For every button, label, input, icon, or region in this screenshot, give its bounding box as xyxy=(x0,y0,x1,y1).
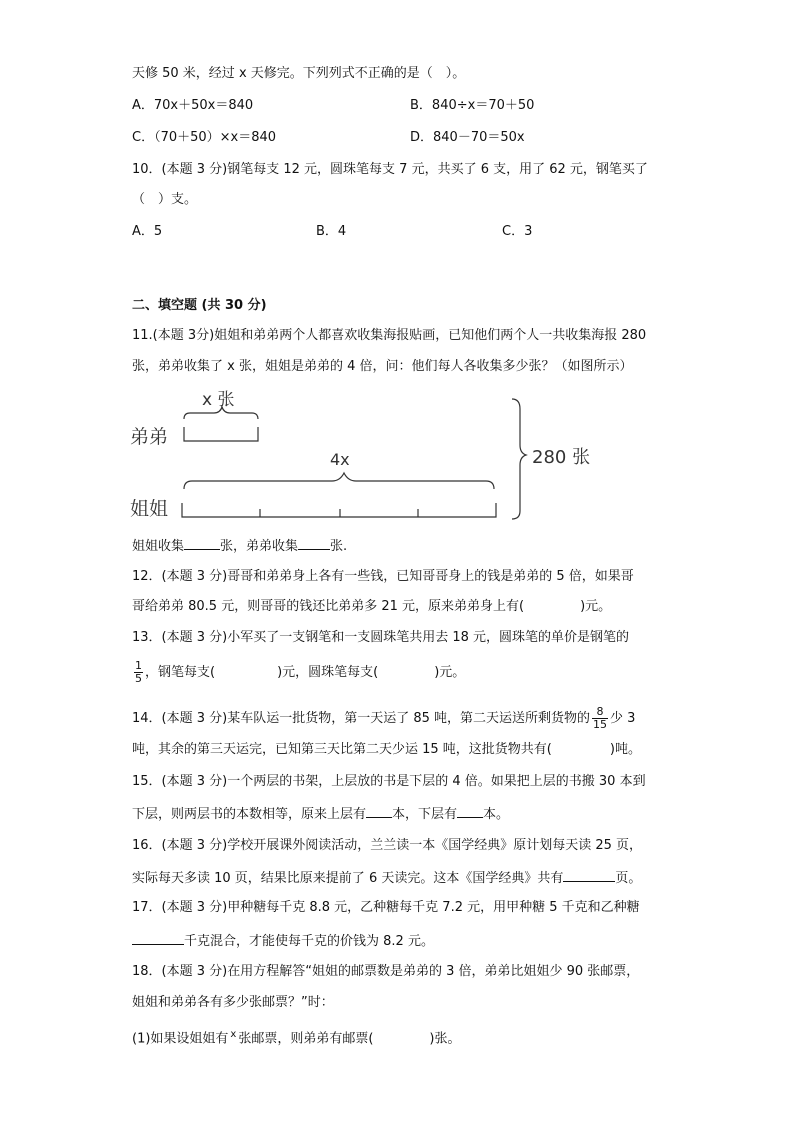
diagram-x-brace xyxy=(184,407,258,419)
q11-answer-text-c: 张. xyxy=(330,539,348,554)
q14-fraction: $\frac{8}{15}$ xyxy=(593,705,608,731)
q15-text-line2 xyxy=(132,803,509,825)
q14-text-line2 xyxy=(132,740,641,760)
diagram-sister-label: 姐姐 xyxy=(130,498,169,520)
q15-blank-upper[interactable] xyxy=(366,803,392,818)
q15-blank-lower[interactable] xyxy=(457,803,483,818)
q11-text-line1: 11.(本题 3分)姐姐和弟弟两个人都喜欢收集海报贴画，已知他们两个人一共收集海报 280 xyxy=(132,328,647,343)
section-2-title: 二、填空题 (共 30 分) xyxy=(132,298,267,313)
q13-text-b: )元，圆珠笔每支( xyxy=(277,665,379,680)
q12-text-line2 xyxy=(132,597,611,617)
q16-text-b: 页。 xyxy=(615,871,642,886)
q10-option-c[interactable]: C．3 xyxy=(502,224,533,239)
q16-blank[interactable] xyxy=(563,867,615,882)
q18-text-c: )张。 xyxy=(429,1031,461,1047)
q11-blank-brother[interactable] xyxy=(298,535,330,550)
q10-text-line1: 10．(本题 3 分)钢笔每支 12 元，圆珠笔每支 7 元，共买了 6 支，用了 62 元，钢笔买了 xyxy=(132,162,648,177)
q12-text-b: )元。 xyxy=(580,599,612,614)
q15-text-b: 本，下层有 xyxy=(392,807,458,822)
q9-option-c[interactable]: C．（70＋50）×x＝840 xyxy=(132,130,277,145)
diagram-brother-label: 弟弟 xyxy=(130,426,169,448)
q18-text-line3 xyxy=(132,1025,461,1049)
q11-segment-diagram xyxy=(126,385,606,525)
q11-answer-line xyxy=(132,535,347,557)
q11-text-line2: 张，弟弟收集了 x 张，姐姐是弟弟的 4 倍，问：他们每人各收集多少张？（如图所示） xyxy=(132,359,633,374)
q9-tail-text: 天修 50 米，经过 x 天修完。下列列式不正确的是（ ）。 xyxy=(132,66,466,81)
diagram-x-label: x 张 xyxy=(202,390,235,410)
q13-text-line1: 13．(本题 3 分)小军买了一支钢笔和一支圆珠笔共用去 18 元，圆珠笔的单价是钢笔的 xyxy=(132,630,630,645)
q18-text-a: (1)如果设姐姐有 xyxy=(132,1031,229,1047)
diagram-4x-brace xyxy=(184,473,494,489)
q16-text-line2 xyxy=(132,867,641,889)
q13-text-line2 xyxy=(132,658,465,688)
q17-text-a: 千克混合，才能使每千克的价钱为 8.2 元。 xyxy=(184,934,434,949)
q12-text-a: 哥给弟弟 80.5 元，则哥哥的钱还比弟弟多 21 元，原来弟弟身上有( xyxy=(132,599,525,614)
diagram-brother-segment xyxy=(184,427,258,441)
q15-text-c: 本。 xyxy=(483,807,510,822)
q18-text-b: 张邮票，则弟弟有邮票( xyxy=(238,1031,374,1047)
q14-text-d: )吨。 xyxy=(609,742,641,757)
q9-option-b[interactable]: B．840÷x＝70＋50 xyxy=(410,98,535,113)
diagram-total-label: 280 张 xyxy=(532,447,591,468)
q18-variable: x xyxy=(230,1029,237,1040)
q17-blank[interactable] xyxy=(132,930,184,945)
q14-text-b: 少 3 xyxy=(610,711,636,726)
q12-text-line1: 12．(本题 3 分)哥哥和弟弟身上各有一些钱，已知哥哥身上的钱是弟弟的 5 倍，如果哥 xyxy=(132,569,634,584)
diagram-total-brace xyxy=(512,399,526,519)
q10-text-line2: （ ）支。 xyxy=(132,192,198,207)
q17-text-line2 xyxy=(132,930,434,952)
q9-option-d[interactable]: D．840－70＝50x xyxy=(410,130,525,145)
q18-text-line2: 姐姐和弟弟各有多少张邮票？”时： xyxy=(132,995,334,1010)
q13-text-c: )元。 xyxy=(434,665,466,680)
q11-blank-sister[interactable] xyxy=(184,535,220,550)
q14-text-line1 xyxy=(132,704,635,734)
q14-text-c: 吨，其余的第三天运完，已知第三天比第二天少运 15 吨，这批货物共有( xyxy=(132,742,552,757)
q15-text-line1: 15．(本题 3 分)一个两层的书架，上层放的书是下层的 4 倍。如果把上层的书搬 30 本到 xyxy=(132,774,646,789)
q13-fraction: $\frac{1}{5}$ xyxy=(135,659,142,685)
q9-option-a[interactable]: A．70x＋50x＝840 xyxy=(132,98,254,113)
q13-text-a: ，钢笔每支( xyxy=(145,665,216,680)
q16-text-a: 实际每天多读 10 页，结果比原来提前了 6 天读完。这本《国学经典》共有 xyxy=(132,871,564,886)
q18-text-line1: 18．(本题 3 分)在用方程解答“姐姐的邮票数是弟弟的 3 倍，弟弟比姐姐少 90 张邮票， xyxy=(132,964,640,979)
q10-option-a[interactable]: A．5 xyxy=(132,224,163,239)
diagram-4x-label: 4x xyxy=(330,450,350,469)
q10-option-b[interactable]: B．4 xyxy=(316,224,347,239)
q17-text-line1: 17．(本题 3 分)甲种糖每千克 8.8 元，乙种糖每千克 7.2 元，用甲种糖 5 千克和乙种糖 xyxy=(132,900,640,915)
q15-text-a: 下层，则两层书的本数相等，原来上层有 xyxy=(132,807,367,822)
q14-text-a: 14．(本题 3 分)某车队运一批货物，第一天运了 85 吨，第二天运送所剩货物的 xyxy=(132,711,591,726)
q11-answer-text-a: 姐姐收集 xyxy=(132,539,185,554)
diagram-sister-segment xyxy=(182,503,496,517)
q16-text-line1: 16．(本题 3 分)学校开展课外阅读活动，兰兰读一本《国学经典》原计划每天读 25 页， xyxy=(132,838,643,853)
q11-answer-text-b: 张，弟弟收集 xyxy=(220,539,299,554)
